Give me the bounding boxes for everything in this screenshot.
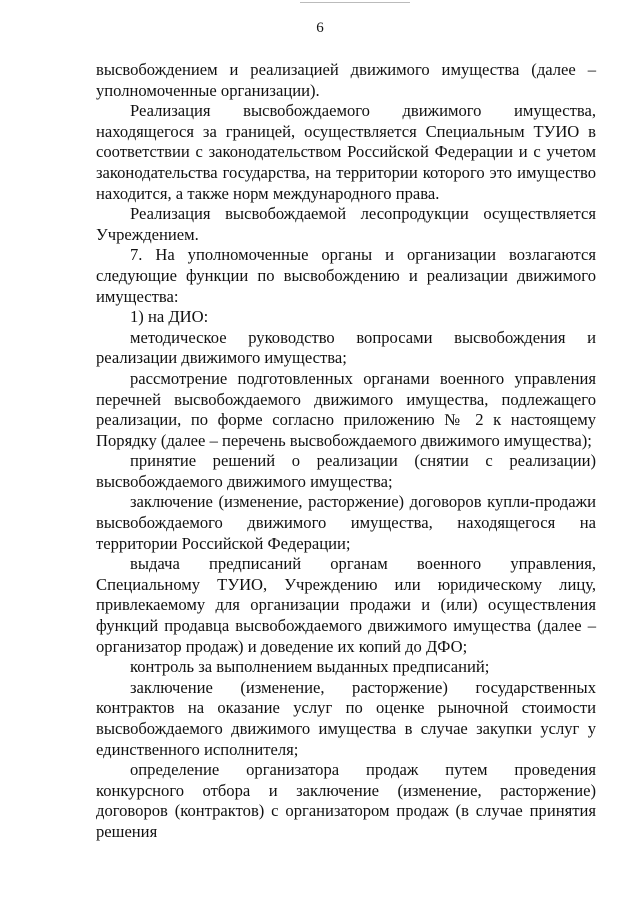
paragraph: принятие решений о реализации (снятии с реализации) высвобождаемого движимого имущества;	[96, 451, 596, 491]
document-body	[96, 60, 596, 843]
page-number: 6	[316, 20, 324, 36]
paragraph: определение организатора продаж путем проведения конкурсного отбора и заключение (изменение, расторжение) договоров (контрактов) с организатором продаж (в случае принятия решения	[96, 760, 596, 841]
paragraph: 1) на ДИО:	[130, 307, 209, 327]
paragraph: выдача предписаний органам военного управления, Специальному ТУИО, Учреждению или юридическому лицу, привлекаемому для организации продажи и (или) осуществления функций продавца высвобождаемого движимого имущества (далее – организатор продаж) и доведение их копий до ДФО;	[96, 554, 596, 656]
paragraph: Реализация высвобождаемой лесопродукции осуществляется Учреждением.	[96, 204, 596, 244]
paragraph: рассмотрение подготовленных органами военного управления перечней высвобождаемого движимого имущества, подлежащего реализации, по форме согласно приложению № 2 к настоящему Порядку (далее – перечень высвобождаемого движимого имущества);	[96, 368, 596, 450]
paragraph: методическое руководство вопросами высвобождения и реализации движимого имущества;	[96, 327, 596, 368]
paragraph: высвобождением и реализацией движимого имущества (далее – уполномоченные организации).	[96, 60, 596, 100]
scan-edge-line	[300, 2, 410, 3]
paragraph: 7. На уполномоченные органы и организации возлагаются следующие функции по высвобождению и реализации движимого имущества:	[96, 245, 596, 306]
paragraph: заключение (изменение, расторжение) государственных контрактов на оказание услуг по оценке рыночной стоимости высвобождаемого движимого имущества в случае закупки услуг у единственного исполнителя;	[96, 677, 596, 759]
paragraph: Реализация высвобождаемого движимого имущества, находящегося за границей, осуществляется Специальным ТУИО в соответствии с законодательством Российской Федерации и с учетом законодательства государства, на территории которого это имущество находится, а также норм международного права.	[96, 101, 596, 203]
paragraph: заключение (изменение, расторжение) договоров купли-продажи высвобождаемого движимого имущества, находящегося на территории Российской Федерации;	[96, 492, 596, 553]
paragraph: контроль за выполнением выданных предписаний;	[130, 657, 490, 677]
